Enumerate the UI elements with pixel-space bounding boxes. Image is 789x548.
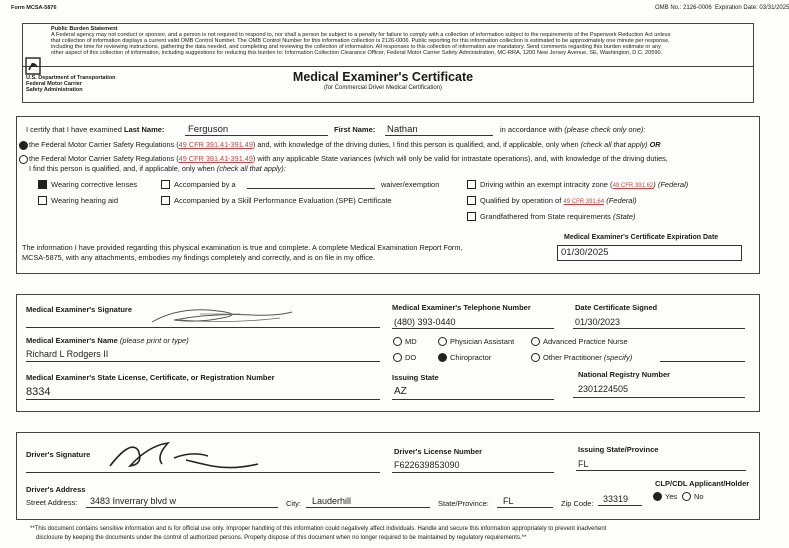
federal-option-text: the Federal Motor Carrier Safety Regulations (49 CFR 391.41-391.49) and, with knowledge of the driving duties, I find this person is qualified, and, if applicable, only when (check all that apply) OR: [29, 140, 661, 149]
driver-license-line: [392, 472, 554, 473]
examiner-phone-value[interactable]: (480) 393-0440: [394, 317, 456, 327]
clp-yes-label: Yes: [665, 492, 678, 501]
driver-license-value[interactable]: F622639853090: [394, 460, 460, 470]
intracity-zone-label: Driving within an exempt intracity zone (49 CFR 391.62) (Federal): [480, 180, 689, 189]
last-name-line: [185, 135, 328, 136]
examiner-signature-image: [140, 302, 300, 330]
truth-statement: The information I have provided regarding this physical examination is true and complete. A complete Medical Examination Report Form, MCSA-5875, with any attachments, embodies my findings completely and correctly, and is on file in my office.: [22, 243, 463, 262]
state-variance-option-text: the Federal Motor Carrier Safety Regulations (49 CFR 391.41-391.49) with any applicable State variances (which will only be valid for intrastate operations), and, with knowledge of the driving duties,: [29, 154, 668, 163]
advanced-practice-nurse-label: Advanced Practice Nurse: [543, 337, 628, 346]
chiropractor-label: Chiropractor: [450, 353, 492, 362]
zip-line: [598, 505, 642, 506]
accordance-text: in accordance with (please check only one):: [500, 125, 646, 134]
qualified-operation-label: Qualified by operation of 49 CFR 391.64 (Federal): [480, 196, 637, 205]
expiration-label: Medical Examiner's Certificate Expiration Date: [564, 234, 719, 241]
spe-certificate-checkbox[interactable]: [161, 196, 170, 205]
city-value[interactable]: Lauderhill: [312, 496, 352, 506]
city-label: City:: [286, 499, 301, 508]
driver-issuing-line: [576, 470, 746, 471]
accompanied-waiver-checkbox[interactable]: [161, 180, 170, 189]
burden-title: Public Burden Statement: [51, 26, 118, 32]
registry-value[interactable]: 2301224505: [578, 384, 629, 394]
corrective-lenses-label: Wearing corrective lenses: [51, 180, 138, 189]
chiropractor-radio[interactable]: [438, 353, 447, 362]
confidentiality-notice: **This document contains sensitive information and is for official use only. Improper handling of this information could negatively affect individuals. Handle and secure this information appropriately to prevent inadvertent disclosure by keeping the documents under the control of authorized persons. Properly dispose of this document when no longer required to be maintained by regulatory requirements.**: [30, 526, 607, 541]
street-label: Street Address:: [26, 498, 78, 507]
grandfathered-checkbox[interactable]: [467, 212, 476, 221]
registry-line: [573, 397, 745, 398]
clp-yes-radio[interactable]: [653, 492, 662, 501]
certificate-title: Medical Examiner's Certificate: [292, 70, 474, 84]
license-line: [26, 399, 380, 400]
hearing-aid-checkbox[interactable]: [38, 196, 47, 205]
date-signed-label: Date Certificate Signed: [575, 303, 658, 312]
state-value[interactable]: FL: [503, 496, 514, 506]
zip-label: Zip Code:: [561, 499, 594, 508]
examiner-signature-label: Medical Examiner's Signature: [26, 305, 132, 314]
hearing-aid-label: Wearing hearing aid: [51, 196, 118, 205]
examiner-name-label: Medical Examiner's Name (please print or type): [26, 336, 189, 345]
issuing-state-line: [392, 399, 554, 400]
omb-number: OMB No.: 2126-0006 Expiration Date: 03/31/2025: [655, 5, 789, 11]
registry-label: National Registry Number: [578, 370, 671, 379]
do-radio[interactable]: [393, 353, 402, 362]
state-variance-option-radio[interactable]: [19, 155, 28, 164]
state-label: State/Province:: [438, 499, 489, 508]
street-value[interactable]: 3483 Inverrary blvd w: [90, 496, 177, 506]
driver-signature-image: [104, 436, 264, 476]
certificate-subtitle: (for Commercial Driver Medical Certification): [323, 85, 443, 91]
examiner-phone-label: Medical Examiner's Telephone Number: [392, 303, 531, 312]
physician-assistant-label: Physician Assistant: [450, 337, 515, 346]
certify-prefix: I certify that I have examined Last Name:: [26, 125, 165, 134]
corrective-lenses-checkbox[interactable]: [38, 180, 47, 189]
physician-assistant-radio[interactable]: [438, 337, 447, 346]
last-name-value[interactable]: Ferguson: [188, 124, 229, 135]
clp-no-radio[interactable]: [682, 492, 691, 501]
license-value[interactable]: 8334: [26, 386, 51, 398]
accompanied-label: Accompanied by a: [174, 180, 236, 189]
burden-statement: A Federal agency may not conduct or sponsor, and a person is not required to respond to, nor shall a person be subject to a penalty for failure to comply with a collection of information subject to the requirements of the Paperwork Reduction Act unless that collection of information displays a current valid OMB Control Number. The OMB Control Number for this information collection is 2126-0006. Public reporting for this information collection is estimated to be approximately one minute per response, including the time for reviewing instructions, gathering the data needed, and completing and reviewing the collection of information. All responses to this collection of information are mandatory. Send comments regarding this burden estimate or any other aspect of this collection of information, including suggestions for reducing this burden to: Information Collection Clearance Officer, Federal Motor Carrier Safety Administration, MC-RRA, 1200 New Jersey Avenue, SE, Washington, D.C. 20590.: [51, 32, 671, 57]
expiration-date-field[interactable]: [557, 245, 742, 261]
driver-issuing-value[interactable]: FL: [578, 459, 589, 469]
md-label: MD: [405, 337, 417, 346]
driver-signature-label: Driver's Signature: [26, 450, 91, 459]
examiner-phone-line: [392, 328, 554, 329]
form-id: Form MCSA-5876: [11, 5, 57, 11]
advanced-practice-nurse-radio[interactable]: [531, 337, 540, 346]
first-name-label: First Name:: [334, 125, 376, 134]
clp-no-label: No: [694, 492, 704, 501]
examiner-name-value[interactable]: Richard L Rodgers II: [26, 349, 109, 359]
federal-option-radio[interactable]: [19, 141, 28, 150]
driver-signature-line: [26, 472, 380, 473]
driver-issuing-label: Issuing State/Province: [578, 445, 659, 454]
examiner-name-line: [26, 361, 380, 362]
waiver-label: waiver/exemption: [381, 180, 440, 189]
city-line: [306, 507, 430, 508]
driver-address-label: Driver's Address: [26, 485, 86, 494]
waiver-line: [247, 188, 375, 189]
state-line: [497, 507, 553, 508]
other-practitioner-line: [660, 361, 745, 362]
state-variance-option-text-2: I find this person is qualified, and, if applicable, only when (check all that apply):: [29, 164, 286, 173]
other-practitioner-label: Other Practitioner (specify): [543, 353, 633, 362]
agency-name: U.S. Department of Transportation Federal Motor Carrier Safety Administration: [26, 75, 116, 94]
date-signed-value[interactable]: 01/30/2023: [575, 317, 621, 327]
clp-cdl-label: CLP/CDL Applicant/Holder: [655, 479, 750, 488]
expiration-date-value: 01/30/2025: [561, 247, 609, 258]
street-line: [86, 507, 278, 508]
other-practitioner-radio[interactable]: [531, 353, 540, 362]
first-name-value[interactable]: Nathan: [387, 124, 418, 135]
dot-logo-icon: [25, 57, 41, 75]
intracity-zone-checkbox[interactable]: [467, 180, 476, 189]
grandfathered-label: Grandfathered from State requirements (State): [480, 212, 636, 221]
driver-license-label: Driver's License Number: [394, 447, 483, 456]
zip-value[interactable]: 33319: [603, 494, 629, 504]
date-signed-line: [573, 328, 745, 329]
first-name-line: [385, 135, 493, 136]
md-radio[interactable]: [393, 337, 402, 346]
examiner-signature-line: [26, 327, 380, 328]
license-label: Medical Examiner's State License, Certificate, or Registration Number: [26, 373, 275, 382]
do-label: DO: [405, 353, 417, 362]
header-divider: [22, 66, 754, 67]
qualified-operation-checkbox[interactable]: [467, 196, 476, 205]
issuing-state-value[interactable]: AZ: [394, 386, 407, 397]
spe-certificate-label: Accompanied by a Skill Performance Evaluation (SPE) Certificate: [174, 196, 392, 205]
issuing-state-label: Issuing State: [392, 373, 439, 382]
